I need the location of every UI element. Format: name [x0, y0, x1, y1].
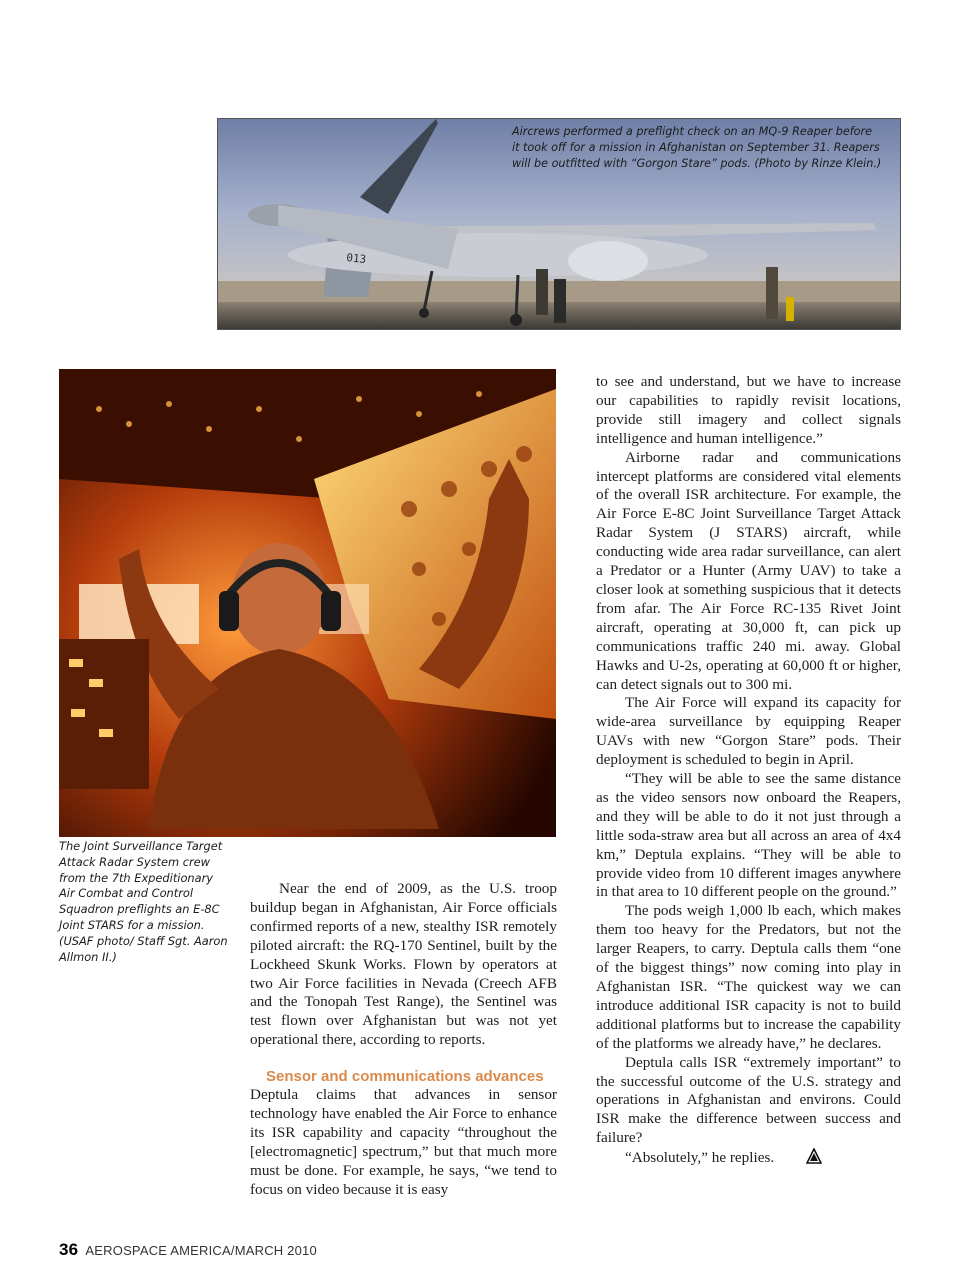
final-sentence: “Absolutely,” he replies.	[625, 1149, 775, 1167]
page-footer	[59, 1240, 317, 1260]
article-column-right	[596, 373, 901, 1170]
article-column-middle	[250, 880, 557, 1200]
cockpit-photo	[59, 369, 556, 837]
cockpit-photo-caption: The Joint Surveillance Target Attack Radar System crew from the 7th Expeditionary Air Combat and Control Squadron preflights an E-8C Joint STARS for a mission. (USAF photo/ Staff Sgt. Aaron Allmon II.)	[59, 839, 228, 964]
tail-number: 013	[345, 251, 367, 267]
page-number: 36	[59, 1240, 79, 1259]
paragraph: The Air Force will expand its capacity for wide-area surveillance by equipping Reaper UAVs with new “Gorgon Stare” pods. Their deployment is scheduled to begin in April.	[596, 694, 901, 769]
paragraph: Deptula claims that advances in sensor technology have enabled the Air Force to enhance its ISR capability and capacity “throughout the [electromagnetic] spectrum,” but that much more must be done. For example, he says, “we tend to focus on video because it is easy	[250, 1086, 557, 1198]
paragraph: Deptula calls ISR “extremely important” to the successful outcome of the U.S. strategy and operations in Afghanistan and environs. Could ISR make the difference between success and failure?	[596, 1053, 901, 1147]
paragraph: The pods weigh 1,000 lb each, which makes them too heavy for the Predators, but not the larger Reapers, to carry. Deptula calls them “one of the biggest things” now coming into play in Afghanistan ISR. “The quickest way we can introduce additional ISR capacity is not to build additional platforms but to increase the capability of the platforms we already have,” he declares.	[596, 902, 901, 1052]
paragraph-final	[596, 1148, 901, 1170]
paragraph: “They will be able to see the same distance as the video sensors now onboard the Reapers, and they will be able to do it not just through a little soda-straw area but all across an area of 4x4 km,” Deptula explains. “They will be able to provide video from 10 different images anywhere in that area to 10 different people on the ground.”	[596, 770, 901, 901]
paragraph: Airborne radar and communications intercept platforms are considered vital elements of the overall ISR architecture. For example, the Air Force E-8C Joint Surveillance Target Attack Radar System (J STARS) aircraft, while conducting wide area radar surveillance, can alert a Predator or a Hunter (Army UAV) to take a closer look at something suspicious that it detects from afar. The Air Force RC-135 Rivet Joint aircraft, operating at 30,000 ft, can pick up communications traffic 240 mi. away. Global Hawks and U-2s, operating at 60,000 ft or higher, can detect signals out to 300 mi.	[596, 448, 901, 693]
publication-name: AEROSPACE AMERICA/MARCH 2010	[85, 1243, 317, 1258]
paragraph: to see and understand, but we have to increase our capabilities to rapidly revisit locations, provide still imagery and collect signals intelligence and human intelligence.”	[596, 373, 901, 447]
section-subhead: Sensor and communications advances	[266, 1068, 544, 1086]
reaper-photo-caption: Aircrews performed a preflight check on an MQ-9 Reaper before it took off for a mission in Afghanistan on September 31. Reapers will be outfitted with “Gorgon Stare” pods. (Photo by Rinze Klein.)	[512, 125, 882, 170]
paragraph: Near the end of 2009, as the U.S. troop buildup began in Afghanistan, Air Force officials confirmed reports of a new, stealthy ISR remotely piloted aircraft: the RQ-170 Sentinel, built by the Lockheed Skunk Works. Flown by operators at two Air Force facilities in Nevada (Creech AFB and the Tonopah Test Range), the Sentinel was test flown over Afghanistan but was not yet operational there, according to reports.	[250, 880, 557, 1049]
end-mark-icon	[777, 1148, 822, 1170]
